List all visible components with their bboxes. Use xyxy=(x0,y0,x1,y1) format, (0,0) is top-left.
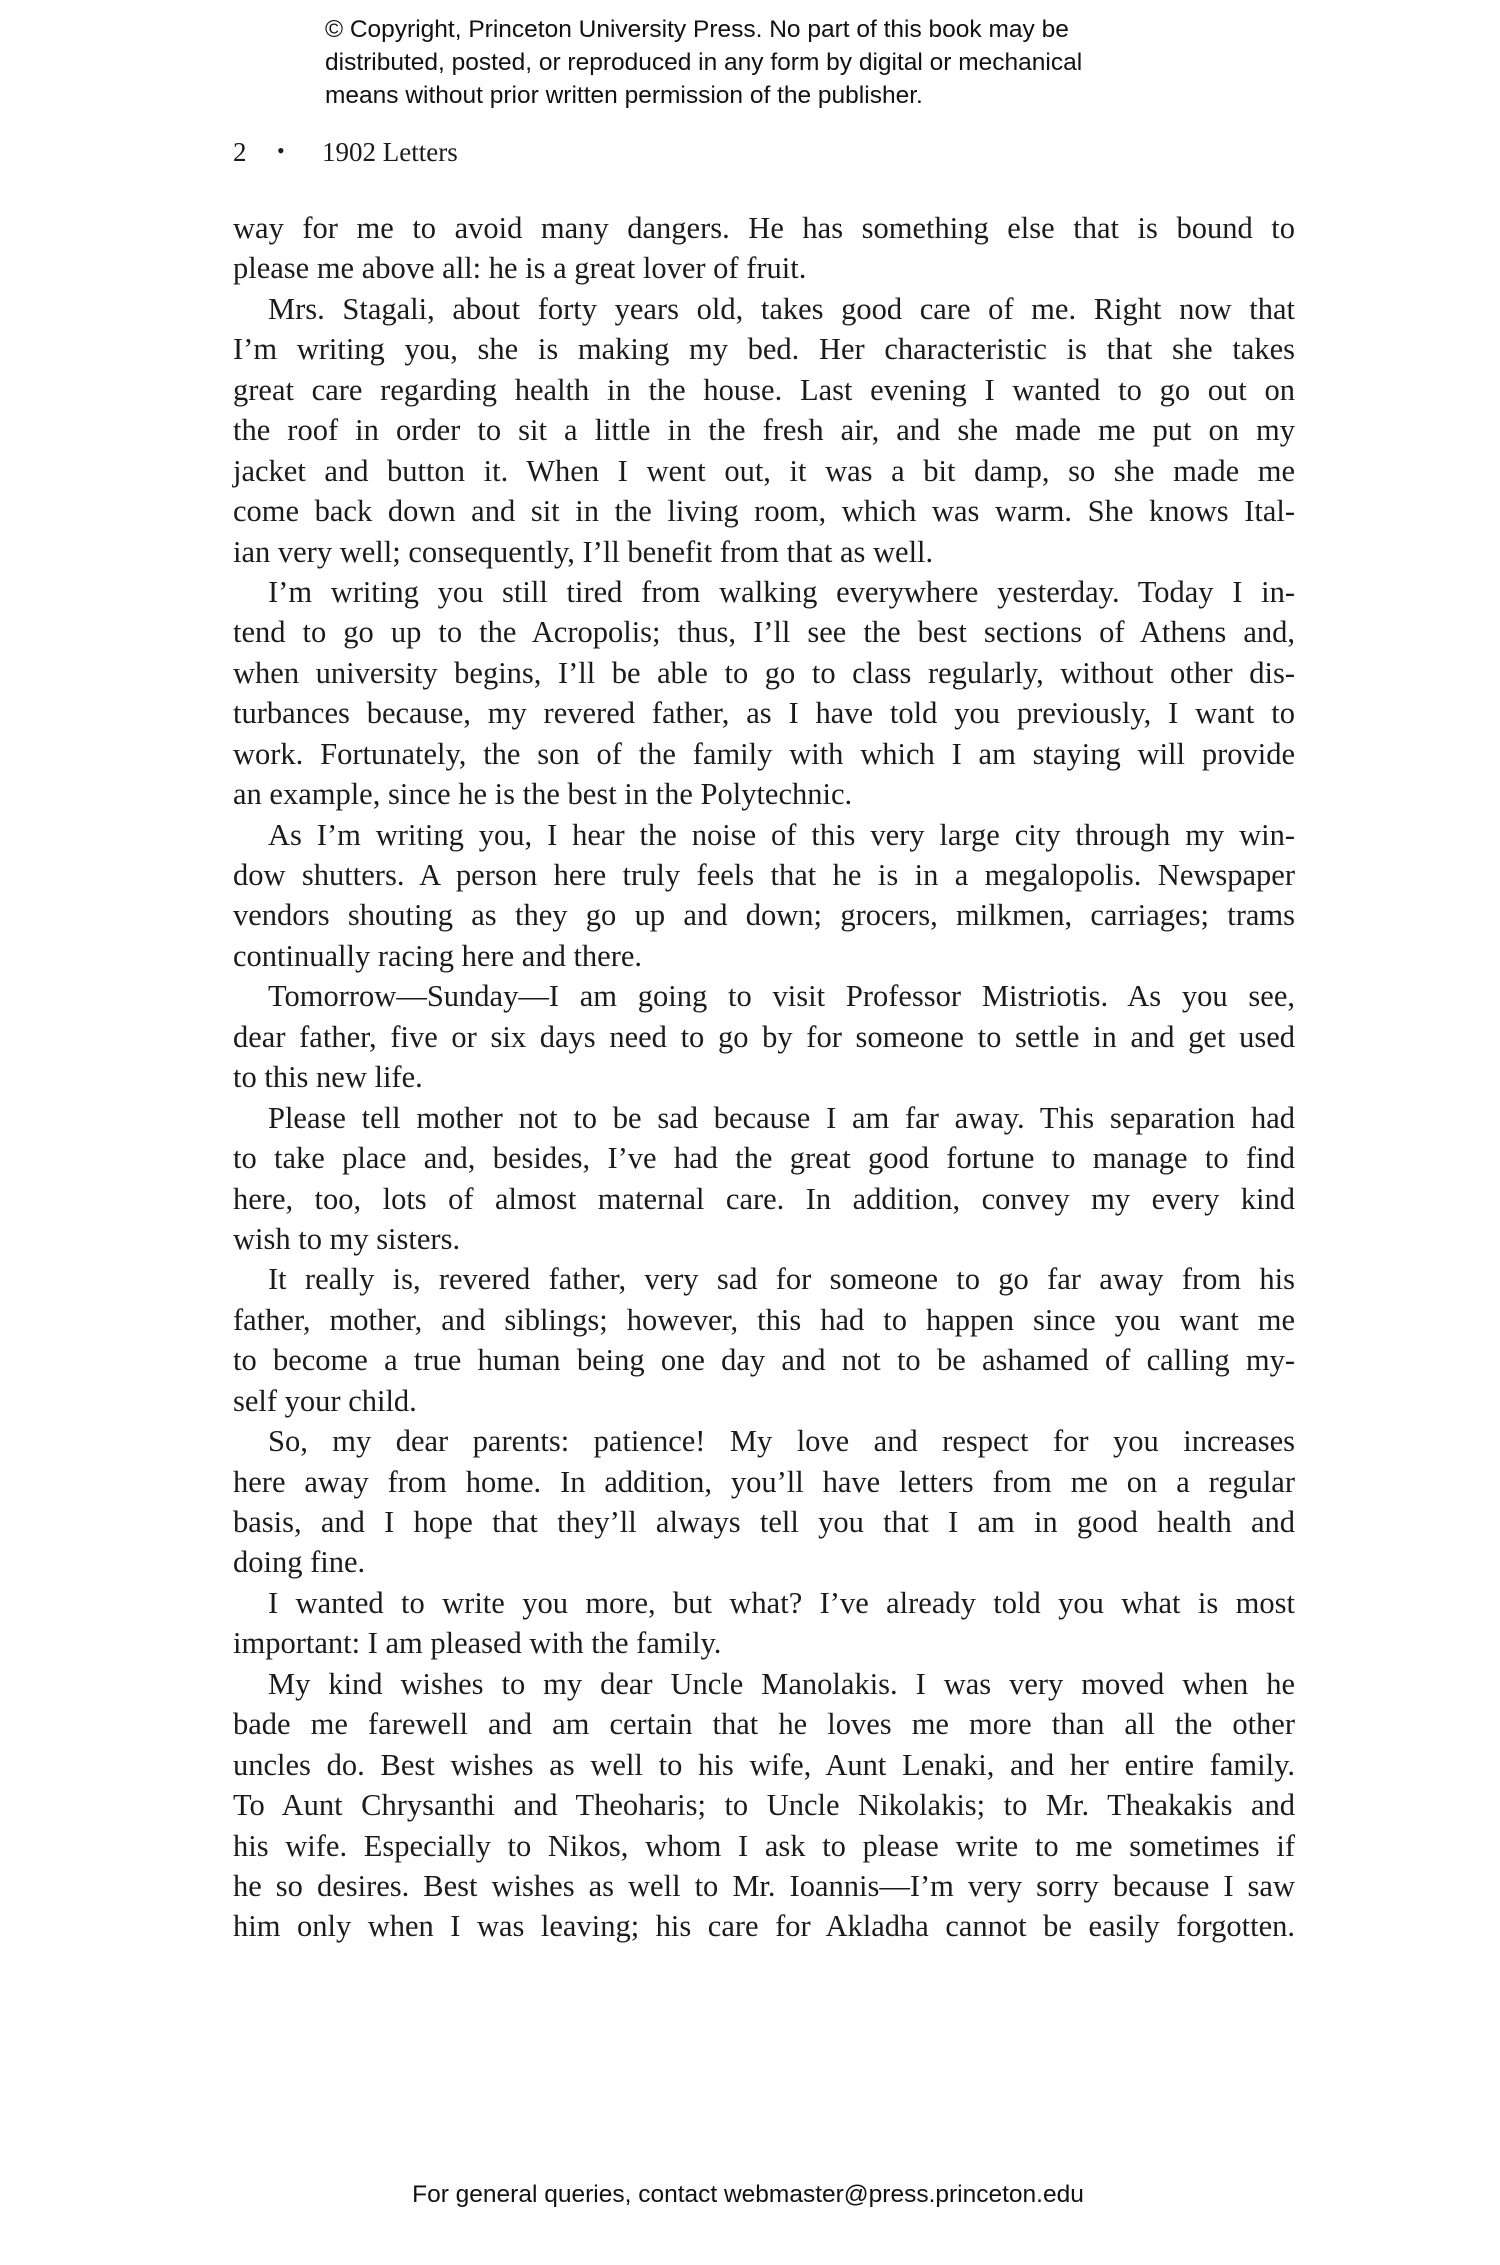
text-line-content: basis, and I hope that they’ll always tell you that I am in good health and xyxy=(233,1505,1295,1539)
text-line-content: I’m writing you still tired from walking everywhere yesterday. Today I in- xyxy=(268,574,1295,609)
copyright-line: © Copyright, Princeton University Press. No part of this book may be xyxy=(325,16,1069,43)
text-line-content: he so desires. Best wishes as well to Mr. Ioannis—I’m very sorry because I saw xyxy=(233,1868,1295,1903)
text-line-content: great care regarding health in the house. Last evening I wanted to go out on xyxy=(233,372,1295,407)
text-line-content: dear father, five or six days need to go by for someone to settle in and get used xyxy=(233,1019,1295,1054)
text-line xyxy=(233,1542,1295,1582)
text-line-content: It really is, revered father, very sad for someone to go far away from his xyxy=(268,1262,1295,1297)
text-line-content: come back down and sit in the living room, which was warm. She knows Ital- xyxy=(233,494,1295,529)
text-line xyxy=(233,1704,1295,1744)
text-line-content: important: I am pleased with the family. xyxy=(233,1626,722,1661)
text-line-content: To Aunt Chrysanthi and Theoharis; to Uncle Nikolakis; to Mr. Theakakis and xyxy=(233,1788,1295,1823)
text-line-content: please me above all: he is a great lover of fruit. xyxy=(233,251,807,286)
text-line-content: wish to my sisters. xyxy=(233,1221,461,1256)
text-line-content: bade me farewell and am certain that he loves me more than all the other xyxy=(233,1707,1295,1742)
bullet-separator-icon: • xyxy=(277,138,285,163)
copyright-notice xyxy=(325,13,1225,112)
text-line xyxy=(233,1826,1295,1866)
text-line-content: his wife. Especially to Nikos, whom I ask to please write to me sometimes if xyxy=(233,1828,1295,1863)
running-head-title: 1902 Letters xyxy=(322,137,458,167)
text-line xyxy=(233,451,1295,491)
text-line-content: I’m writing you, she is making my bed. Her characteristic is that she takes xyxy=(233,332,1295,367)
text-line xyxy=(233,329,1295,369)
page-number: 2 xyxy=(233,137,247,167)
text-line xyxy=(233,1179,1295,1219)
text-line xyxy=(233,855,1295,895)
text-line xyxy=(233,1057,1295,1097)
text-line-content: turbances because, my revered father, as I have told you previously, I want to xyxy=(233,696,1295,731)
text-line xyxy=(233,370,1295,410)
text-line xyxy=(233,572,1295,612)
text-line xyxy=(233,774,1295,814)
text-line-content: to take place and, besides, I’ve had the great good fortune to manage to find xyxy=(233,1141,1295,1176)
text-line xyxy=(233,1381,1295,1421)
text-line-content: As I’m writing you, I hear the noise of this very large city through my win- xyxy=(268,817,1295,852)
text-line xyxy=(233,936,1295,976)
text-line-content: My kind wishes to my dear Uncle Manolakis. I was very moved when he xyxy=(268,1666,1295,1701)
text-line-content: self your child. xyxy=(233,1383,417,1418)
text-line-content: way for me to avoid many dangers. He has something else that is bound to xyxy=(233,211,1295,245)
text-line xyxy=(233,815,1295,855)
text-line xyxy=(233,208,1295,248)
text-line xyxy=(233,1745,1295,1785)
text-line-content: to this new life. xyxy=(233,1060,423,1095)
text-line xyxy=(233,1098,1295,1138)
footer-contact-text: For general queries, contact webmaster@press.princeton.edu xyxy=(412,2181,1084,2208)
letter-body xyxy=(233,208,1295,1947)
text-line-content: here away from home. In addition, you’ll have letters from me on a regular xyxy=(233,1464,1295,1499)
text-line xyxy=(233,491,1295,531)
text-line-content: him only when I was leaving; his care for Akladha cannot be easily forgotten. xyxy=(233,1909,1295,1944)
text-line-content: ian very well; consequently, I’ll benefit from that as well. xyxy=(233,534,934,569)
text-line xyxy=(233,693,1295,733)
text-line-content: tend to go up to the Acropolis; thus, I’ll see the best sections of Athens and, xyxy=(233,615,1295,650)
text-line xyxy=(233,1906,1295,1946)
text-line xyxy=(233,1340,1295,1380)
text-line xyxy=(233,532,1295,572)
text-line xyxy=(233,289,1295,329)
text-line xyxy=(233,1583,1295,1623)
text-line-content: Mrs. Stagali, about forty years old, takes good care of me. Right now that xyxy=(268,291,1295,326)
text-line-content: here, too, lots of almost maternal care. In addition, convey my every kind xyxy=(233,1181,1295,1216)
copyright-line: distributed, posted, or reproduced in any form by digital or mechanical xyxy=(325,49,1083,76)
text-line-content: uncles do. Best wishes as well to his wife, Aunt Lenaki, and her entire family. xyxy=(233,1747,1295,1782)
text-line xyxy=(233,1502,1295,1542)
footer xyxy=(0,2178,1500,2212)
text-line xyxy=(233,895,1295,935)
text-line-content: work. Fortunately, the son of the family with which I am staying will provide xyxy=(233,736,1295,771)
text-line-content: father, mother, and siblings; however, this had to happen since you want me xyxy=(233,1302,1295,1337)
text-line-content: the roof in order to sit a little in the fresh air, and she made me put on my xyxy=(233,413,1295,448)
text-line xyxy=(233,410,1295,450)
text-line-content: dow shutters. A person here truly feels that he is in a megalopolis. Newspaper xyxy=(233,858,1295,892)
text-line xyxy=(233,1219,1295,1259)
text-line xyxy=(233,612,1295,652)
text-line xyxy=(233,1866,1295,1906)
text-line-content: continually racing here and there. xyxy=(233,938,643,973)
text-line xyxy=(233,248,1295,288)
text-line-content: So, my dear parents: patience! My love and respect for you increases xyxy=(268,1424,1295,1459)
text-line xyxy=(233,1785,1295,1825)
text-line-content: I wanted to write you more, but what? I’ve already told you what is most xyxy=(268,1585,1295,1620)
text-line xyxy=(233,976,1295,1016)
text-line-content: to become a true human being one day and not to be ashamed of calling my- xyxy=(233,1343,1295,1378)
text-line-content: jacket and button it. When I went out, it was a bit damp, so she made me xyxy=(233,453,1295,488)
text-line xyxy=(233,653,1295,693)
text-line xyxy=(233,1138,1295,1178)
text-line-content: when university begins, I’ll be able to go to class regularly, without other dis- xyxy=(233,655,1295,690)
copyright-line: means without prior written permission of the publisher. xyxy=(325,82,923,109)
text-line xyxy=(233,734,1295,774)
text-line xyxy=(233,1017,1295,1057)
text-line xyxy=(233,1623,1295,1663)
text-line xyxy=(233,1300,1295,1340)
text-line-content: Tomorrow—Sunday—I am going to visit Professor Mistriotis. As you see, xyxy=(268,979,1295,1014)
text-line-content: Please tell mother not to be sad because I am far away. This separation had xyxy=(268,1100,1295,1135)
text-line xyxy=(233,1664,1295,1704)
text-line-content: vendors shouting as they go up and down; grocers, milkmen, carriages; trams xyxy=(233,898,1295,933)
text-line-content: doing fine. xyxy=(233,1545,366,1580)
text-line xyxy=(233,1259,1295,1299)
text-line xyxy=(233,1421,1295,1461)
text-line-content: an example, since he is the best in the Polytechnic. xyxy=(233,777,853,812)
text-line xyxy=(233,1462,1295,1502)
